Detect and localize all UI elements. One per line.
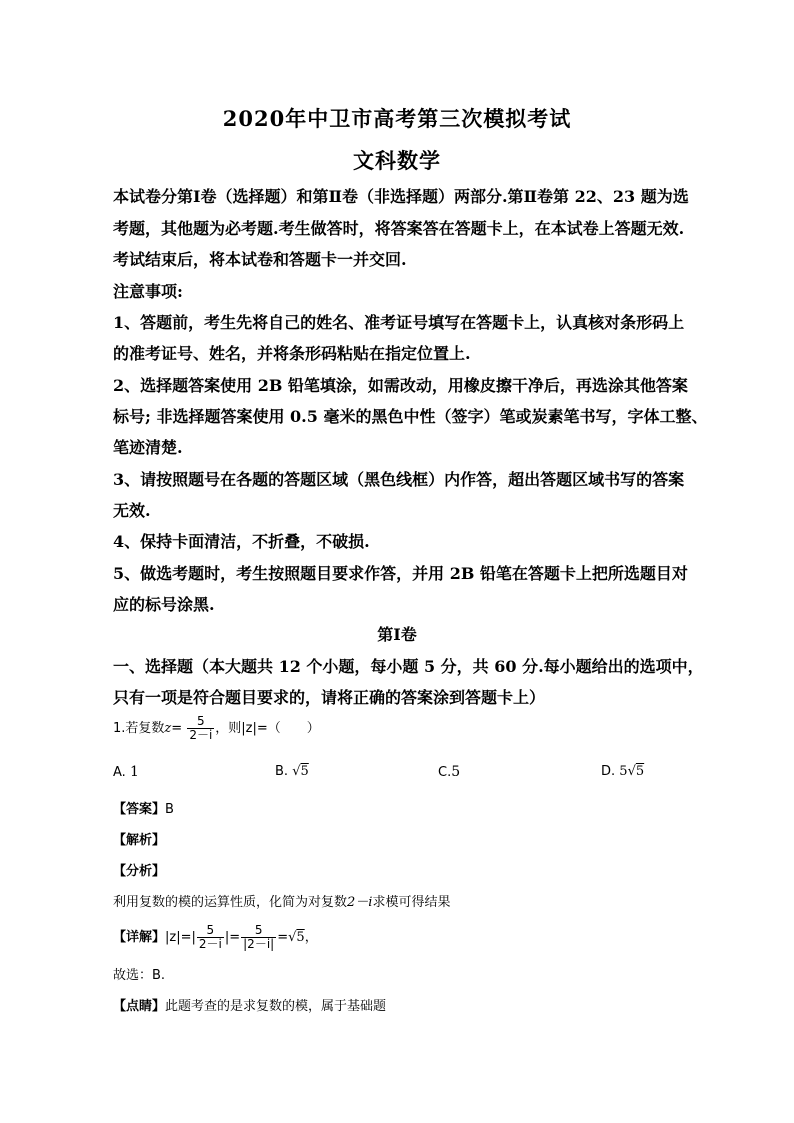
note-3-line-1: 3、请按照题号在各题的答题区域（黑色线框）内作答，超出答题区域书写的答案 <box>113 470 685 489</box>
fenxi-tag: 【分析】 <box>113 864 166 879</box>
xiangjie-line <box>113 923 318 953</box>
fenxi-text <box>113 894 450 912</box>
fenxi-text-main: 利用复数的模的运算性质，化简为对复数 <box>113 895 348 910</box>
option-d <box>601 764 644 779</box>
dianjing-line <box>113 998 386 1016</box>
answer-value: B <box>165 802 174 817</box>
option-c <box>438 764 460 780</box>
note-1-line-1: 1、答题前，考生先将自己的姓名、准考证号填写在答题卡上，认真核对条形码上 <box>113 313 685 332</box>
dianjing-tag: 【点睛】 <box>113 999 166 1014</box>
xj-part-d: ， <box>304 930 318 945</box>
xj-fraction-2-den: |2－i| <box>243 937 275 951</box>
xj-root: √ <box>288 930 297 945</box>
section-heading-line-2: 只有一项是符合题目要求的，请将正确的答案涂到答题卡上） <box>113 688 546 707</box>
jiexi-tag: 【解析】 <box>113 833 166 848</box>
option-d-coef: 5 <box>619 764 628 779</box>
note-2-line-2: 标号; 非选择题答案使用 0.5 毫米的黑色中性（签字）笔或炭素笔书写，字体工整、 <box>113 407 708 426</box>
fenxi-expr: 2－i <box>347 895 373 910</box>
option-d-root: √ <box>627 764 636 779</box>
xj-fraction-2-num: 5 <box>241 924 276 938</box>
q1-fraction-num: 5 <box>187 715 214 729</box>
option-c-value: 5 <box>451 764 461 780</box>
part-one-heading: 第Ⅰ卷 <box>377 625 417 644</box>
note-3-line-2: 无效. <box>113 501 151 520</box>
xj-radicand: 5 <box>296 930 305 945</box>
xj-fraction-1-num: 5 <box>197 924 224 938</box>
intro-line-1: 本试卷分第Ⅰ卷（选择题）和第Ⅱ卷（非选择题）两部分.第Ⅱ卷第 22、23 题为选 <box>113 187 689 206</box>
note-1-line-2: 的准考证号、姓名，并将条形码粘贴在指定位置上. <box>113 344 471 363</box>
q1-var: z <box>164 721 172 736</box>
note-5-line-1: 5、做选考题时，考生按照题目要求作答，并用 2B 铅笔在答题卡上把所选题目对 <box>113 564 688 583</box>
option-a-label: A. <box>113 765 126 780</box>
option-a-value: 1 <box>129 764 139 780</box>
option-a <box>113 764 139 780</box>
xj-part-a: |z|=| <box>165 930 196 945</box>
option-d-radicand: 5 <box>635 764 645 779</box>
q1-fraction <box>187 715 214 742</box>
xj-fraction-1-den: 2－i <box>198 937 222 951</box>
note-5-line-2: 应的标号涂黑. <box>113 595 215 614</box>
note-4: 4、保持卡面清洁，不折叠，不破损. <box>113 532 370 551</box>
fenxi-tail: 求模可得结果 <box>372 895 451 910</box>
q1-suffix: ，则|z|=（ ） <box>215 721 320 736</box>
option-b-root: √ <box>292 764 301 779</box>
xiangjie-tag: 【详解】 <box>113 930 166 945</box>
option-c-label: C. <box>438 765 452 780</box>
option-b <box>275 764 309 779</box>
dianjing-text: 此题考查的是求复数的模，属于基础题 <box>165 999 387 1014</box>
option-b-radicand: 5 <box>300 764 309 779</box>
option-d-label: D. <box>601 764 616 779</box>
xj-fraction-1 <box>197 924 224 951</box>
notes-heading: 注意事项: <box>113 282 183 301</box>
note-2-line-1: 2、选择题答案使用 2B 铅笔填涂，如需改动，用橡皮擦干净后，再选涂其他答案 <box>113 376 688 395</box>
xj-part-c: = <box>277 930 289 945</box>
option-d-value <box>619 764 644 779</box>
option-b-value <box>292 764 309 779</box>
q1-prefix: 1.若复数 <box>113 721 165 736</box>
answer-line <box>113 801 174 819</box>
exam-title: 2020年中卫市高考第三次模拟考试 <box>222 106 572 131</box>
q1-eq: = <box>171 721 183 736</box>
section-heading-line-1: 一、选择题（本大题共 12 个小题，每小题 5 分，共 60 分.每小题给出的选项中， <box>113 657 704 676</box>
exam-subtitle: 文科数学 <box>353 148 441 173</box>
question-1 <box>113 714 320 744</box>
xj-fraction-2 <box>241 924 276 951</box>
xj-sqrt <box>288 930 305 945</box>
intro-line-2: 考题，其他题为必考题.考生做答时，将答案答在答题卡上，在本试卷上答题无效. <box>113 219 685 238</box>
intro-line-3: 考试结束后，将本试卷和答题卡一并交回. <box>113 250 407 269</box>
answer-tag: 【答案】 <box>113 802 166 817</box>
xj-part-b: |= <box>224 930 241 945</box>
option-b-label: B. <box>275 764 289 779</box>
guxuan-line: 故选：B. <box>113 968 166 983</box>
q1-fraction-den: 2－i <box>189 728 213 742</box>
note-2-line-3: 笔迹清楚. <box>113 438 183 457</box>
